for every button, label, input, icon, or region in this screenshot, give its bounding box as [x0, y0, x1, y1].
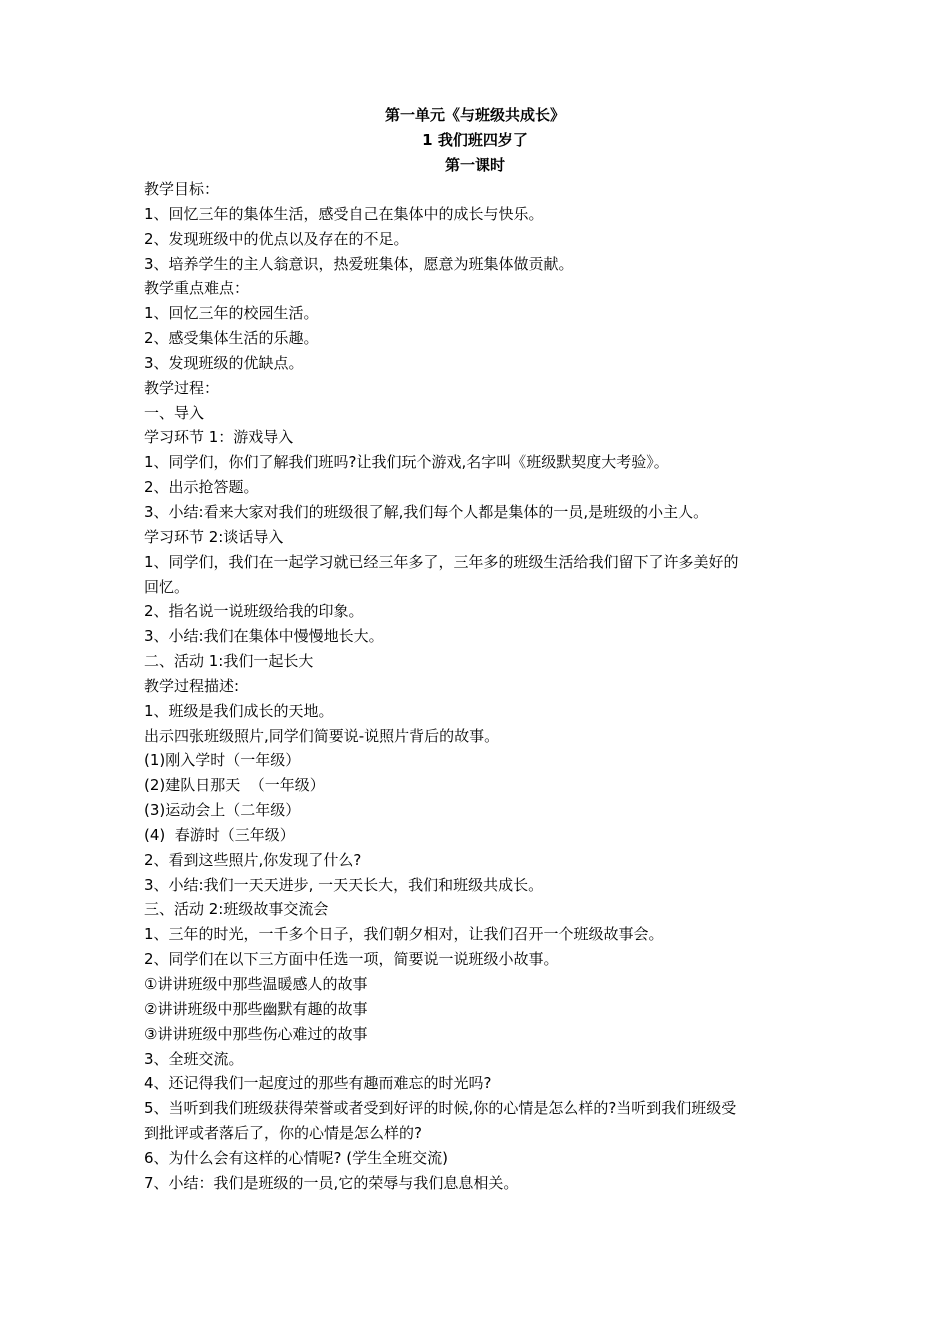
- text-line: 3、全班交流。: [144, 1049, 244, 1068]
- text-line: (4) 春游时（三年级）: [144, 825, 295, 844]
- text-line: 2、感受集体生活的乐趣。: [144, 329, 319, 348]
- text-line: 3、小结:我们一天天进步, 一天天长大，我们和班级共成长。: [144, 875, 544, 894]
- text-line: 3、发现班级的优缺点。: [144, 353, 304, 372]
- document-body: [144, 177, 824, 1196]
- text-line: 出示四张班级照片,同学们简要说-说照片背后的故事。: [144, 726, 500, 745]
- text-line: 1、同学们，我们在一起学习就已经三年多了，三年多的班级生活给我们留下了许多美好的: [144, 552, 739, 571]
- text-line: 回忆。: [144, 577, 190, 596]
- text-line: 2、同学们在以下三方面中任选一项，简要说一说班级小故事。: [144, 950, 559, 969]
- document-header: [0, 103, 950, 178]
- text-line: 5、当听到我们班级获得荣誉或者受到好评的时候,你的心情是怎么样的?当听到我们班级受: [144, 1099, 737, 1118]
- text-line: (3)运动会上（二年级）: [144, 801, 301, 820]
- text-line: 7、小结：我们是班级的一员,它的荣辱与我们息息相关。: [144, 1173, 519, 1192]
- text-line: 1、班级是我们成长的天地。: [144, 701, 334, 720]
- text-line: ①讲讲班级中那些温暖感人的故事: [144, 975, 368, 993]
- text-line: 1、三年的时光，一千多个日子，我们朝夕相对，让我们召开一个班级故事会。: [144, 925, 664, 944]
- unit-title: 第一单元《与班级共成长》: [384, 106, 565, 124]
- text-line: 二、活动 1:我们一起长大: [144, 652, 314, 671]
- lesson-title: 1 我们班四岁了: [422, 131, 528, 149]
- text-line: 一、导入: [144, 403, 205, 422]
- text-line: 1、回忆三年的集体生活，感受自己在集体中的成长与快乐。: [144, 204, 544, 223]
- text-line: 2、指名说一说班级给我的印象。: [144, 602, 364, 621]
- text-line: 教学过程描述:: [144, 676, 240, 695]
- text-line: (2)建队日那天 （一年级）: [144, 776, 325, 795]
- text-line: 教学过程：: [144, 378, 220, 397]
- text-line: 3、培养学生的主人翁意识，热爱班集体，愿意为班集体做贡献。: [144, 254, 574, 273]
- text-line: 2、出示抢答题。: [144, 478, 259, 497]
- text-line: 学习环节 1：游戏导入: [144, 428, 294, 447]
- text-line: 到批评或者落后了，你的心情是怎么样的?: [144, 1124, 422, 1143]
- text-line: 2、发现班级中的优点以及存在的不足。: [144, 229, 409, 248]
- text-line: ③讲讲班级中那些伤心难过的故事: [144, 1024, 368, 1043]
- text-line: 4、还记得我们一起度过的那些有趣而难忘的时光吗?: [144, 1074, 492, 1093]
- text-line: 1、回忆三年的校园生活。: [144, 304, 319, 323]
- text-line: ②讲讲班级中那些幽默有趣的故事: [144, 999, 368, 1018]
- text-line: 1、同学们，你们了解我们班吗?让我们玩个游戏,名字叫《班级默契度大考验》。: [144, 453, 669, 472]
- text-line: 2、看到这些照片,你发现了什么?: [144, 850, 362, 869]
- period-title: 第一课时: [444, 156, 505, 174]
- text-line: 6、为什么会有这样的心情呢? (学生全班交流): [144, 1148, 448, 1167]
- text-line: 教学重点难点：: [144, 279, 250, 298]
- text-line: 学习环节 2:谈话导入: [144, 527, 284, 546]
- text-line: 3、小结:我们在集体中慢慢地长大。: [144, 627, 384, 646]
- text-line: 教学目标：: [144, 180, 220, 198]
- text-line: (1)刚入学时（一年级）: [144, 751, 301, 770]
- text-line: 三、活动 2:班级故事交流会: [144, 900, 329, 919]
- text-line: 3、小结:看来大家对我们的班级很了解,我们每个人都是集体的一员,是班级的小主人。: [144, 502, 709, 521]
